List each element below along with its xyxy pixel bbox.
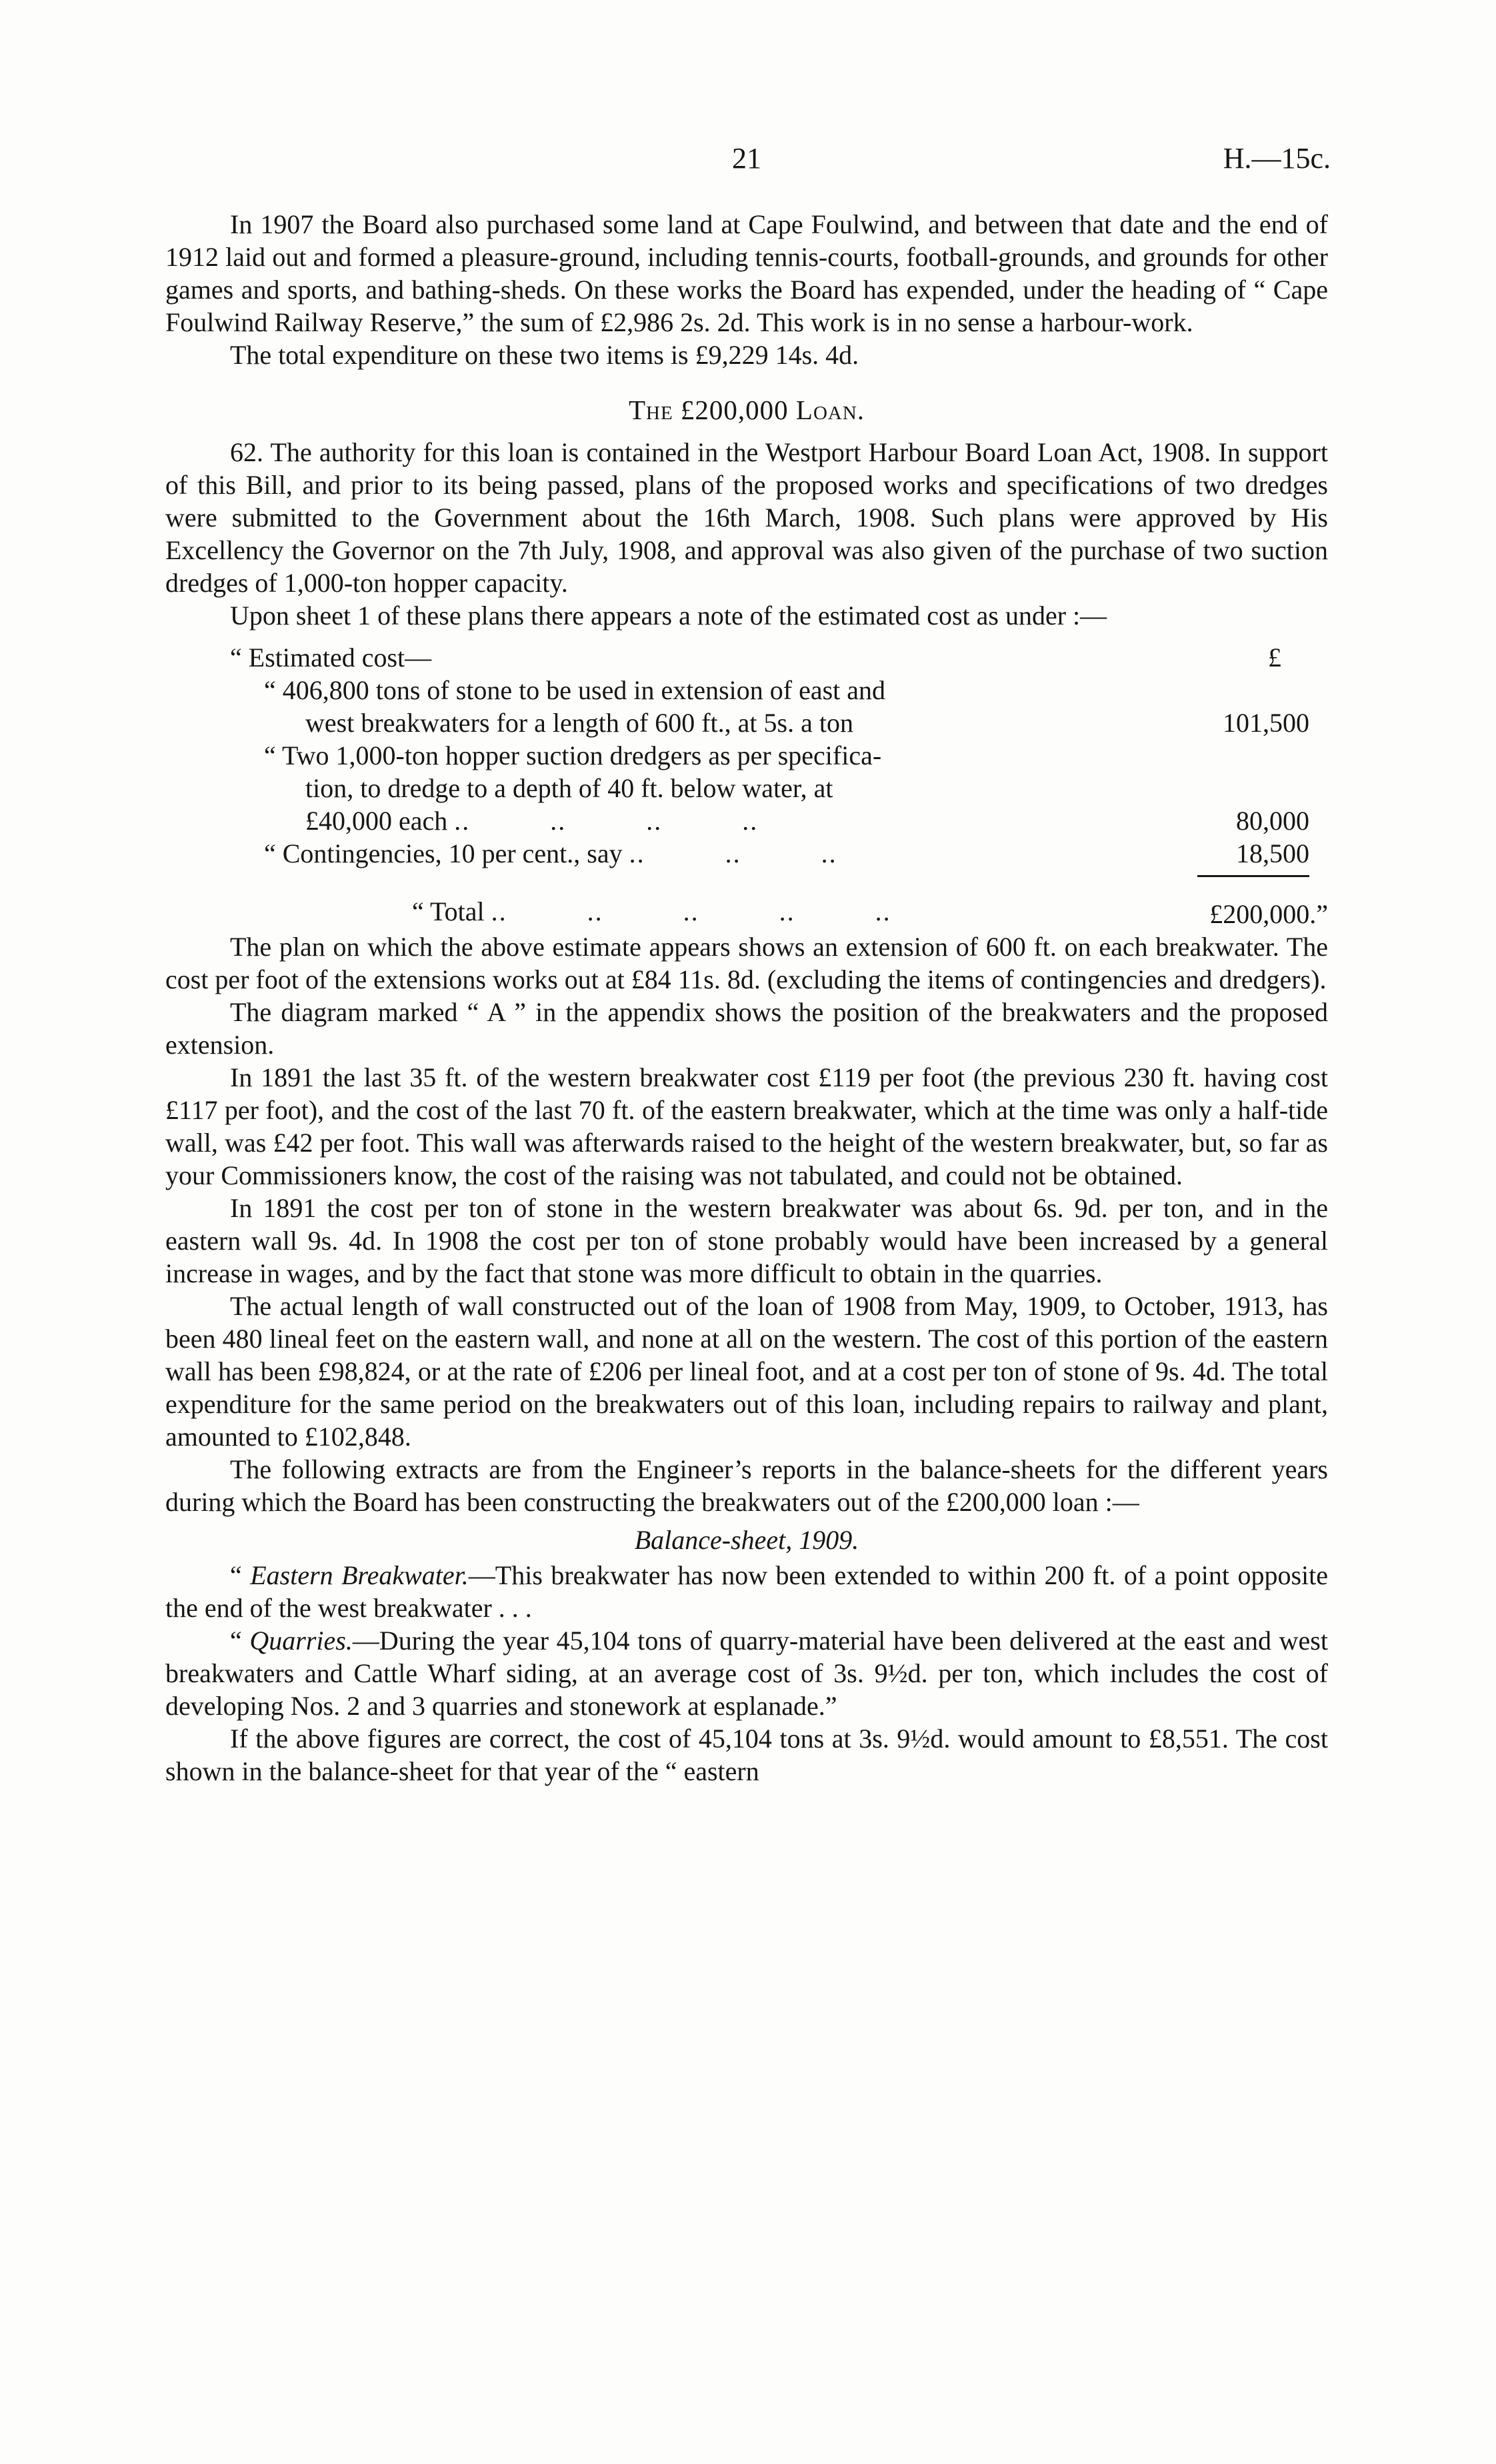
estimate-header-row	[165, 641, 1328, 674]
estimate-item-dredgers	[165, 739, 1328, 837]
paragraph-actual-length: The actual length of wall constructed out of the loan of 1908 from May, 1909, to October, 1913, has been 480 lineal feet on the eastern wall, and none at all on the western. The cost of this portion of the eastern wall has been £98,824, or at the rate of £206 per lineal foot, and at a cost per ton of stone of 9s. 4d. The total expenditure for the same period on the breakwaters out of this loan, including repairs to railway and plant, amounted to £102,848.	[165, 1291, 1328, 1452]
total-rule	[1197, 875, 1309, 882]
document-body	[165, 208, 1328, 1788]
total-amount: £200,000.”	[1209, 899, 1328, 929]
leader-dots: .. .. .. ..	[454, 806, 759, 836]
item-dredgers-amount: 80,000	[1236, 806, 1309, 836]
paragraph-extracts-intro: The following extracts are from the Engineer’s reports in the balance-sheets for the different years during which the Board has been constructing the breakwaters out of the £200,000 loan :—	[165, 1454, 1328, 1517]
quote-eastern-text: —This breakwater has now been extended to within 200 ft. of a point opposite the end of the west breakwater . . .	[165, 1560, 1328, 1623]
item-dredgers-line1: “ Two 1,000-ton hopper suction dredgers as per specifica-	[264, 740, 882, 770]
leader-dots: .. .. ..	[629, 838, 837, 868]
document-code: H.—15c.	[1223, 142, 1331, 175]
item-stone-line1: “ 406,800 tons of stone to be used in extension of east and	[264, 675, 886, 705]
paragraph-figures-check: If the above figures are correct, the cost of 45,104 tons at 3s. 9½d. would amount to £8,551. The cost shown in the balance-sheet for that year of the “ eastern	[165, 1724, 1328, 1786]
paragraph-diagram-a: The diagram marked “ A ” in the appendix shows the position of the breakwaters and the proposed extension.	[165, 997, 1328, 1060]
page-number: 21	[732, 142, 761, 175]
paragraph-sheet-note: Upon sheet 1 of these plans there appears a note of the estimated cost as under :—	[230, 601, 1107, 630]
item-dredgers-line2: tion, to dredge to a depth of 40 ft. below water, at	[305, 773, 833, 803]
item-stone-amount: 101,500	[1223, 708, 1309, 738]
paragraph-total-expenditure: The total expenditure on these two items is £9,229 14s. 4d.	[230, 340, 859, 370]
currency-symbol: £	[1268, 642, 1281, 672]
estimate-total-row	[165, 882, 1328, 930]
total-rule-row	[165, 870, 1328, 882]
quote-eastern-breakwater: “ Eastern Breakwater.—This breakwater has now been extended to within 200 ft. of a point opposite the end of the west breakwater . . .	[165, 1560, 1328, 1623]
paragraph-1891-cost-foot: In 1891 the last 35 ft. of the western breakwater cost £119 per foot (the previous 230 ft. having cost £117 per foot), and the cost of the last 70 ft. of the eastern breakwater, which at the time was only a half-tide wall, was £42 per foot. This wall was afterwards raised to the height of the western breakwater, but, so far as your Commissioners know, the cost of the raising was not tabulated, and could not be obtained.	[165, 1062, 1328, 1190]
page-header	[0, 141, 1496, 181]
paragraph-cape-foulwind: In 1907 the Board also purchased some land at Cape Foulwind, and between that date and the end of 1912 laid out and formed a pleasure-ground, including tennis-courts, football-grounds, and grounds for other games and sports, and bathing-sheds. On these works the Board has expended, under the heading of “ Cape Foulwind Railway Reserve,” the sum of £2,986 2s. 2d. This work is in no sense a harbour-work.	[165, 209, 1328, 337]
leader-dots: .. .. .. .. ..	[491, 896, 891, 926]
estimated-cost-table	[165, 641, 1328, 930]
estimate-lead: “ Estimated cost—	[230, 642, 432, 672]
paragraph-1891-cost-ton: In 1891 the cost per ton of stone in the western breakwater was about 6s. 9d. per ton, and in the eastern wall 9s. 4d. In 1908 the cost per ton of stone probably would have been increased by a general increase in wages, and by the fact that stone was more difficult to obtain in the quarries.	[165, 1193, 1328, 1288]
item-contingencies-amount: 18,500	[1236, 838, 1309, 868]
paragraph-loan-authority: 62. The authority for this loan is contained in the Westport Harbour Board Loan Act, 1908. In support of this Bill, and prior to its being passed, plans of the proposed works and specifications of two dredges were submitted to the Government about the 16th March, 1908. Such plans were approved by His Excellency the Governor on the 7th July, 1908, and approval was also given of the purchase of two suction dredges of 1,000-ton hopper capacity.	[165, 437, 1328, 598]
section-heading: The £200,000 Loan.	[628, 395, 865, 425]
item-stone-line2: west breakwaters for a length of 600 ft., at 5s. a ton	[305, 708, 853, 738]
quote-eastern-label: Eastern Breakwater.	[250, 1560, 469, 1590]
quote-quarries-label: Quarries.	[249, 1626, 353, 1656]
estimate-item-stone	[165, 674, 1328, 739]
quote-quarries-text: —During the year 45,104 tons of quarry-material have been delivered at the east and west breakwaters and Cattle Wharf siding, at an average cost of 3s. 9½d. per ton, which includes the cost of developing Nos. 2 and 3 quarries and stonework at esplanade.”	[165, 1626, 1328, 1721]
quote-quarries: “ Quarries.—During the year 45,104 tons of quarry-material have been delivered at the east and west breakwaters and Cattle Wharf siding, at an average cost of 3s. 9½d. per ton, which includes the cost of developing Nos. 2 and 3 quarries and stonework at esplanade.”	[165, 1626, 1328, 1721]
balance-sheet-subheading: Balance-sheet, 1909.	[634, 1525, 859, 1555]
paragraph-plan-extension: The plan on which the above estimate appears shows an extension of 600 ft. on each breakwater. The cost per foot of the extensions works out at £84 11s. 8d. (excluding the items of contingencies and dredgers).	[165, 932, 1328, 994]
estimate-item-contingencies	[165, 837, 1328, 870]
total-label: “ Total	[412, 896, 485, 926]
item-dredgers-line3: £40,000 each	[305, 806, 448, 836]
item-contingencies-label: “ Contingencies, 10 per cent., say	[264, 838, 623, 868]
